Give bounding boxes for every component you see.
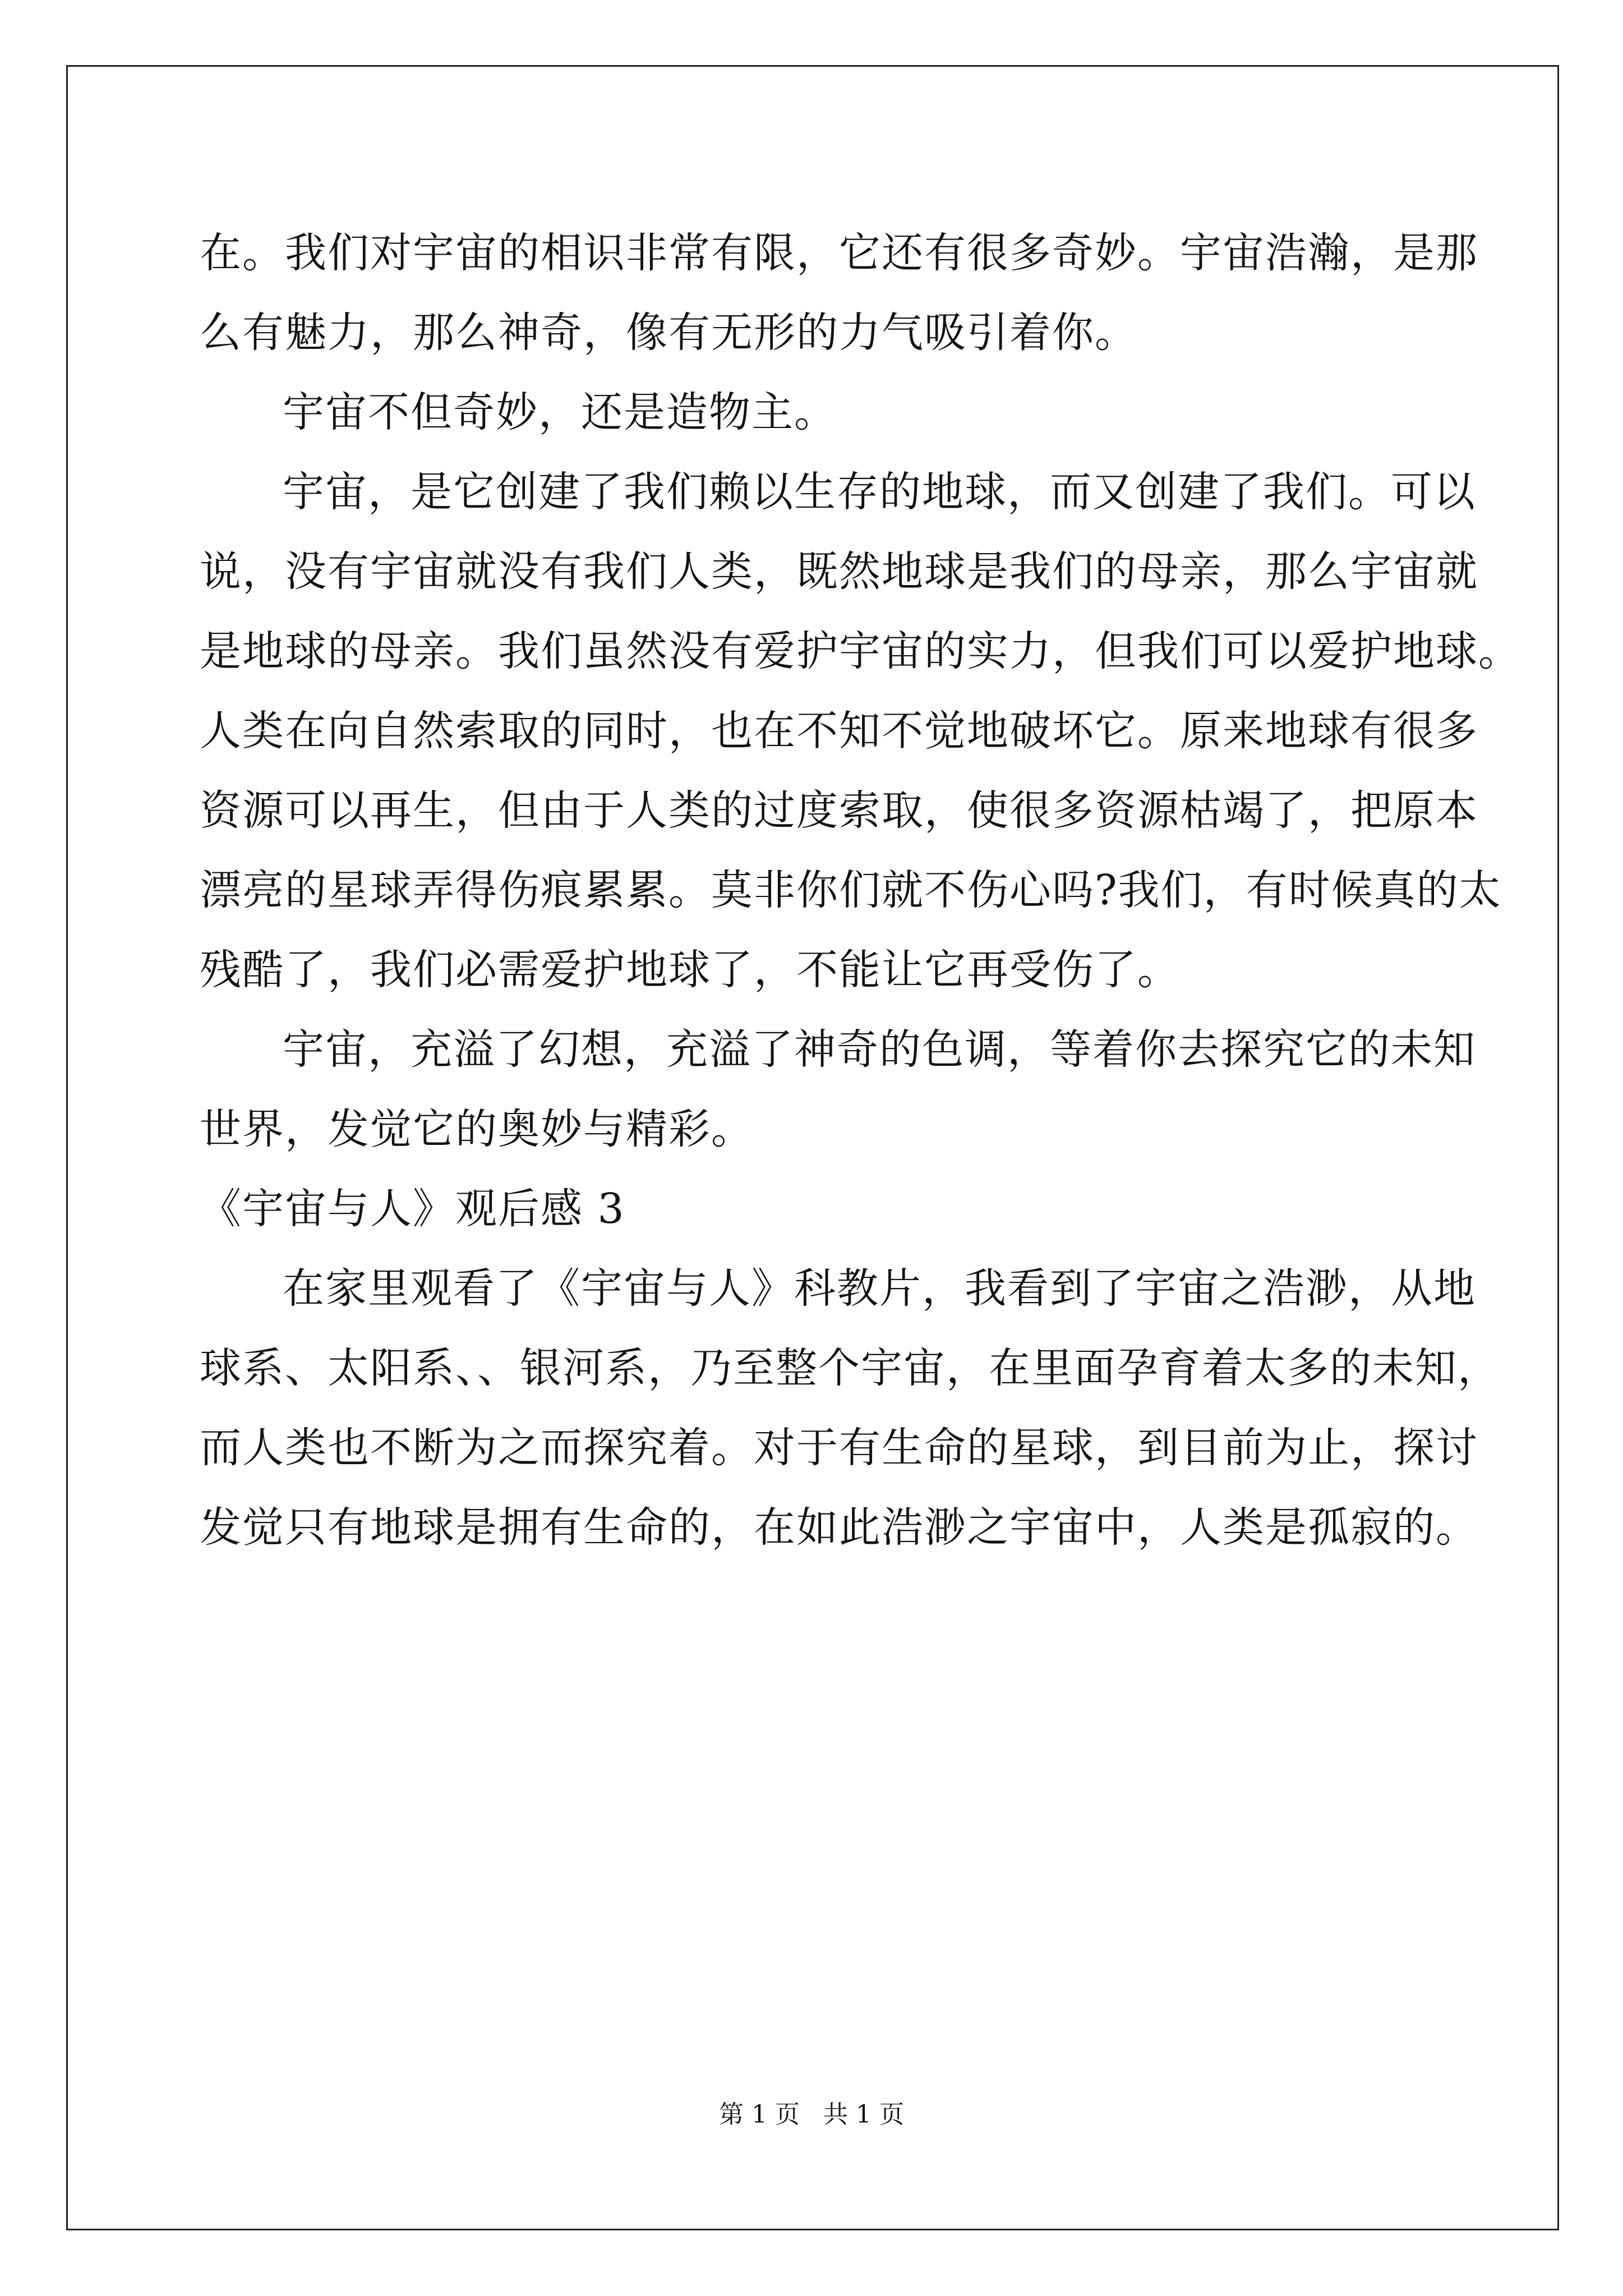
text-line: 而人类也不断为之而探究着。对于有生命的星球，到目前为止，探讨 bbox=[200, 1424, 1478, 1472]
section-heading: 《宇宙与人》观后感 3 bbox=[200, 1185, 625, 1233]
text-line: 球系、太阳系、、银河系，乃至整个宇宙，在里面孕育着太多的未知， bbox=[200, 1344, 1500, 1392]
text-line: 发觉只有地球是拥有生命的，在如此浩渺之宇宙中，人类是孤寂的。 bbox=[200, 1503, 1478, 1552]
text-line: 在。我们对宇宙的相识非常有限，它还有很多奇妙。宇宙浩瀚，是那 bbox=[200, 229, 1478, 277]
text-line: 残酷了，我们必需爱护地球了，不能让它再受伤了。 bbox=[200, 946, 1180, 994]
page-number-footer: 第 1 页 共 1 页 bbox=[719, 2100, 904, 2129]
document-body bbox=[200, 213, 1521, 1567]
text-line: 资源可以再生，但由于人类的过度索取，使很多资源枯竭了，把原本 bbox=[200, 786, 1478, 835]
text-line: 是地球的母亲。我们虽然没有爱护宇宙的实力，但我们可以爱护地球。 bbox=[200, 627, 1521, 675]
text-line: 在家里观看了《宇宙与人》科教片，我看到了宇宙之浩渺，从地 bbox=[283, 1264, 1476, 1313]
text-line: 人类在向自然索取的同时，也在不知不觉地破坏它。原来地球有很多 bbox=[200, 707, 1478, 755]
text-line: 宇宙不但奇妙，还是造物主。 bbox=[283, 388, 837, 436]
text-line: 漂亮的星球弄得伤痕累累。莫非你们就不伤心吗?我们，有时候真的太 bbox=[200, 866, 1502, 914]
text-line: 宇宙，是它创建了我们赖以生存的地球，而又创建了我们。可以 bbox=[283, 468, 1476, 516]
text-line: 么有魅力，那么神奇，像有无形的力气吸引着你。 bbox=[200, 309, 1137, 357]
text-line: 宇宙，充溢了幻想，充溢了神奇的色调，等着你去探究它的未知 bbox=[283, 1025, 1476, 1074]
text-line: 世界，发觉它的奥妙与精彩。 bbox=[200, 1105, 754, 1153]
text-line: 说，没有宇宙就没有我们人类，既然地球是我们的母亲，那么宇宙就 bbox=[200, 547, 1478, 596]
